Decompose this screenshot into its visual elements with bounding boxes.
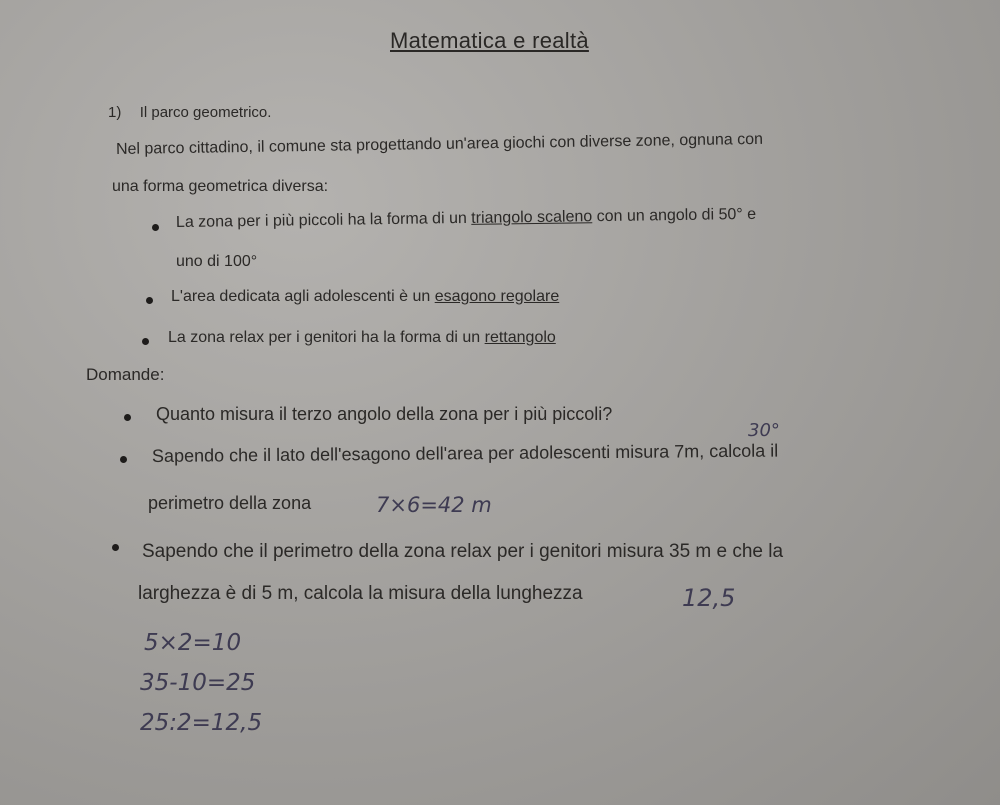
section-title: Il parco geometrico. bbox=[139, 104, 272, 121]
bullet-dot bbox=[146, 297, 153, 304]
rectangle-term: rettangolo bbox=[484, 329, 556, 346]
intro-line-1: Nel parco cittadino, il comune sta progettando un'area giochi con diverse zone, ognuna con bbox=[115, 130, 764, 158]
intro-line-2: una forma geometrica diversa: bbox=[112, 178, 329, 195]
list-item-triangle-line2 bbox=[176, 253, 257, 271]
hexagon-term: esagono regolare bbox=[434, 288, 560, 305]
list-item-hexagon bbox=[171, 288, 559, 306]
answer-1-handwritten: 30° bbox=[748, 420, 780, 441]
question-2-line-1: Sapendo che il lato dell'esagono dell'area per adolescenti misura 7m, calcola il bbox=[151, 440, 779, 466]
bullet-dot bbox=[124, 414, 131, 421]
triangle-text-2: con un angolo di bbox=[592, 206, 719, 226]
triangle-text: La zona per i più piccoli ha la forma di un bbox=[175, 209, 472, 231]
working-line-1: 5×2=10 bbox=[144, 630, 242, 656]
question-3-line-2: larghezza è di 5 m, calcola la misura della lunghezza bbox=[138, 583, 583, 604]
bullet-dot bbox=[152, 224, 159, 231]
triangle-term: triangolo scaleno bbox=[471, 208, 593, 227]
rectangle-text: La zona relax per i genitori ha la forma di un bbox=[168, 329, 485, 346]
list-item-rectangle bbox=[168, 329, 556, 347]
angle-100: 100° bbox=[224, 253, 258, 270]
triangle-and: e bbox=[742, 205, 757, 224]
answer-2-handwritten: 7×6=42 m bbox=[376, 493, 492, 517]
working-line-3: 25:2=12,5 bbox=[140, 710, 263, 736]
question-2-line-2: perimetro della zona bbox=[148, 493, 312, 513]
bullet-dot bbox=[112, 544, 119, 551]
triangle-line2-text: uno di bbox=[176, 253, 225, 270]
working-line-2: 35-10=25 bbox=[140, 670, 256, 696]
question-1: Quanto misura il terzo angolo della zona per i più piccoli? bbox=[156, 404, 613, 424]
question-3-line-1: Sapendo che il perimetro della zona relax per i genitori misura 35 m e che la bbox=[142, 541, 784, 562]
bullet-dot bbox=[142, 338, 149, 345]
section-number: 1) bbox=[108, 104, 122, 121]
bullet-dot bbox=[120, 456, 127, 463]
answer-3-handwritten: 12,5 bbox=[682, 584, 736, 612]
list-item-triangle bbox=[176, 206, 756, 232]
questions-label: Domande: bbox=[86, 365, 165, 384]
page-title: Matematica e realtà bbox=[390, 28, 589, 53]
hexagon-text: L'area dedicata agli adolescenti è un bbox=[171, 288, 435, 305]
section-heading bbox=[108, 104, 271, 121]
angle-50: 50° bbox=[718, 206, 743, 224]
